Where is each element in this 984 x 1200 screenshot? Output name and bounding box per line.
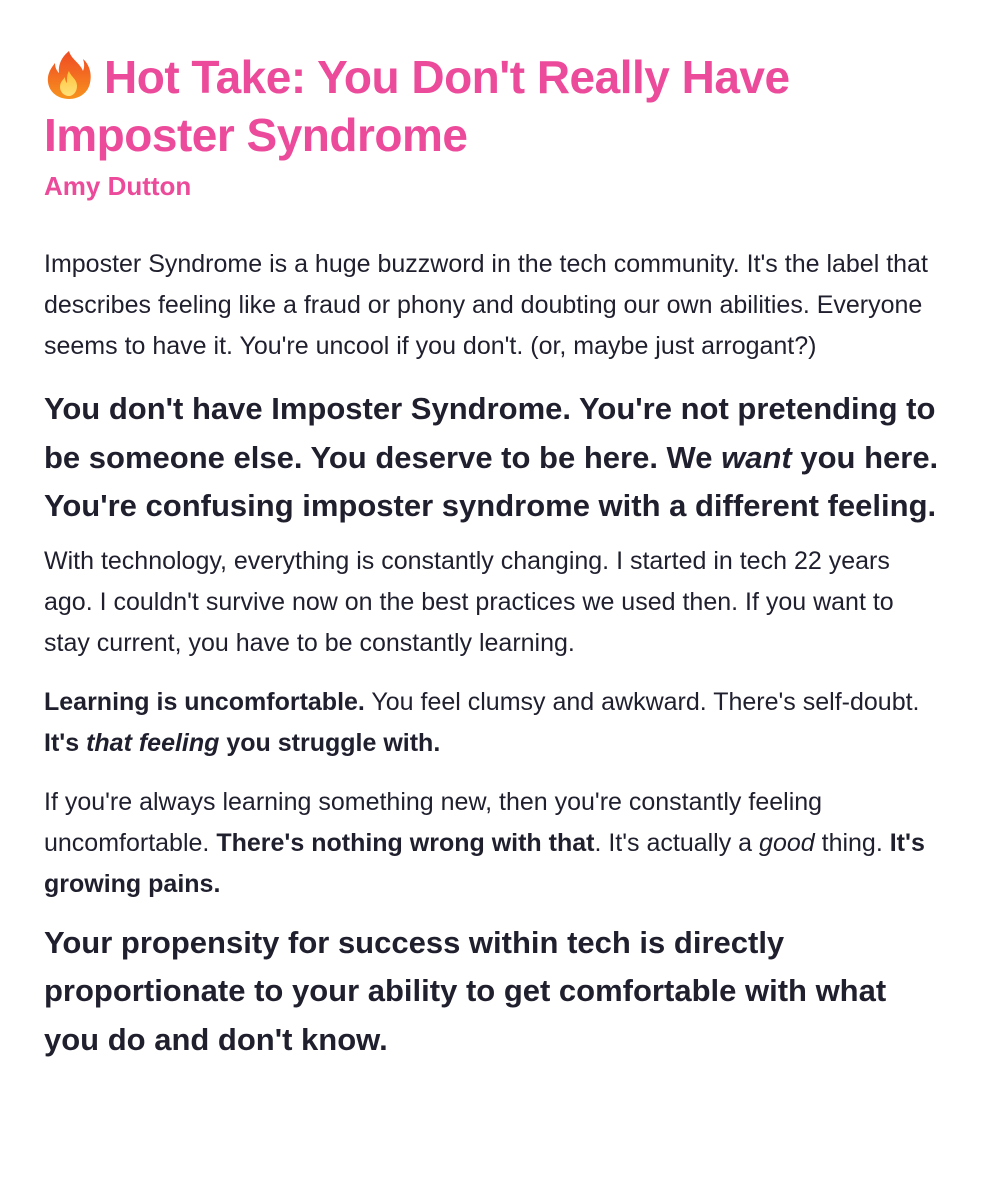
growing-text-c: thing. bbox=[814, 828, 890, 857]
callout-success: Your propensity for success within tech is directly proportionate to your ability to get comfortable with what you do and don't know. bbox=[44, 924, 887, 1057]
growing-italic: good bbox=[759, 828, 815, 857]
paragraph-learning bbox=[44, 682, 940, 764]
fire-emoji-icon bbox=[44, 49, 94, 101]
callout-text-a: You don't have Imposter Syndrome. You're not pretending to be someone else. You deserve to be here. We bbox=[44, 391, 936, 475]
learning-bold-italic: that feeling bbox=[86, 728, 220, 757]
learning-text: You feel clumsy and awkward. There's self-doubt. bbox=[364, 687, 920, 716]
author-name: Amy Dutton bbox=[44, 171, 192, 201]
paragraph-growing-pains bbox=[44, 782, 940, 905]
paragraph-intro: Imposter Syndrome is a huge buzzword in the tech community. It's the label that describes feeling like a fraud or phony and doubting our own abilities. Everyone seems to have it. You're uncool if you don't. (or, maybe just arrogant?) bbox=[44, 250, 928, 360]
callout-imposter bbox=[44, 385, 940, 531]
learning-bold-b: you struggle with. bbox=[219, 728, 441, 757]
callout-emphasis: want bbox=[721, 439, 792, 475]
learning-bold-a: It's bbox=[44, 728, 87, 757]
learning-bold-lead: Learning is uncomfortable. bbox=[44, 687, 365, 716]
growing-bold-a: There's nothing wrong with that bbox=[216, 828, 595, 857]
article-title bbox=[44, 48, 940, 164]
growing-bold-b: It's growing pains. bbox=[44, 828, 925, 898]
callout-text-b: you here. You're confusing imposter syndrome with a different feeling. bbox=[44, 439, 939, 523]
growing-text-a: If you're always learning something new, then you're constantly feeling uncomfortable. bbox=[44, 787, 823, 857]
paragraph-technology: With technology, everything is constantly changing. I started in tech 22 years ago. I couldn't survive now on the best practices we used then. If you want to stay current, you have to be constantly learning. bbox=[44, 546, 894, 657]
growing-text-b: . It's actually a bbox=[594, 828, 760, 857]
article-title-text: Hot Take: You Don't Really Have Imposter Syndrome bbox=[44, 51, 790, 161]
